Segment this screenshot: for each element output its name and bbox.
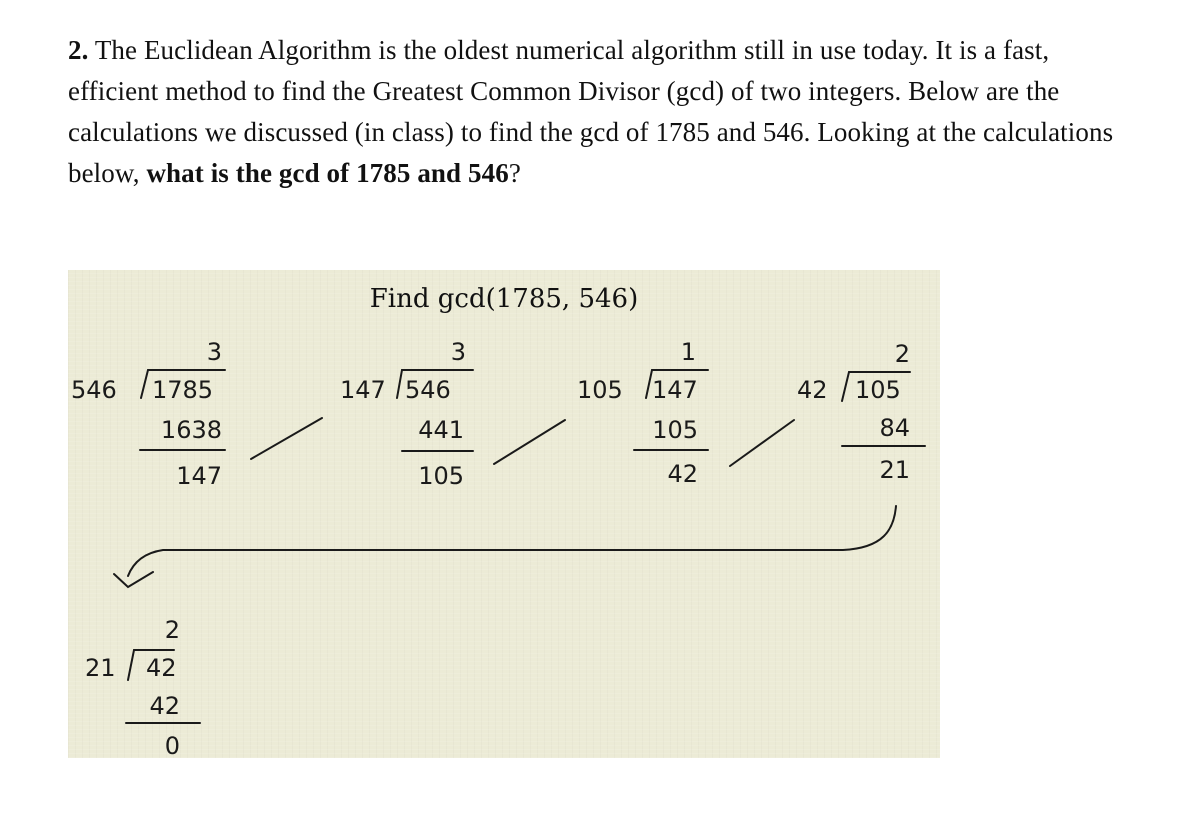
division-2-divisor: 147 — [340, 376, 386, 404]
division-5-product: 42 — [149, 692, 180, 720]
division-3-product: 105 — [652, 416, 698, 444]
question-bold-prompt: what is the gcd of 1785 and 546 — [146, 158, 509, 188]
question-text — [68, 30, 1138, 194]
lecture-board-image — [68, 270, 940, 758]
division-1-product: 1638 — [160, 416, 222, 444]
connector-slash — [494, 420, 565, 464]
division-1-divisor: 546 — [71, 376, 117, 404]
question-number: 2. — [68, 35, 89, 65]
connector-slash — [251, 418, 322, 459]
division-1-dividend: 1785 — [152, 376, 214, 404]
division-4-dividend: 105 — [855, 376, 901, 404]
division-4-divisor: 42 — [797, 376, 828, 404]
question-end: ? — [508, 158, 521, 188]
division-3-remainder: 42 — [667, 460, 698, 488]
division-5-divisor: 21 — [85, 654, 116, 682]
division-3-divisor: 105 — [577, 376, 623, 404]
arrowhead — [114, 572, 153, 587]
division-2-dividend: 546 — [405, 376, 451, 404]
division-4-remainder: 21 — [879, 456, 910, 484]
return-arrow — [128, 506, 896, 576]
division-5-dividend: 42 — [146, 654, 177, 682]
connector-slash — [730, 420, 794, 466]
division-2-quotient: 3 — [450, 338, 466, 366]
question-body: The Euclidean Algorithm is the oldest numerical algorithm still in use today. It is a fast, efficient method to find the Greatest Common Divisor (gcd) of two integers. Below are the calculations we discussed (in class) to find the gcd of 1785 and 546. Looking at the calculations below, — [68, 35, 1114, 188]
division-5-quotient: 2 — [164, 616, 180, 644]
division-3-dividend: 147 — [652, 376, 698, 404]
board-title: Find gcd(1785, 546) — [369, 284, 639, 314]
division-3-quotient: 1 — [680, 338, 696, 366]
division-1-remainder: 147 — [176, 462, 222, 490]
division-2-remainder: 105 — [418, 462, 464, 490]
division-4-quotient: 2 — [894, 340, 910, 368]
division-4-product: 84 — [879, 414, 910, 442]
division-5-remainder: 0 — [164, 732, 180, 760]
division-2-product: 441 — [418, 416, 464, 444]
division-1-quotient: 3 — [206, 338, 222, 366]
